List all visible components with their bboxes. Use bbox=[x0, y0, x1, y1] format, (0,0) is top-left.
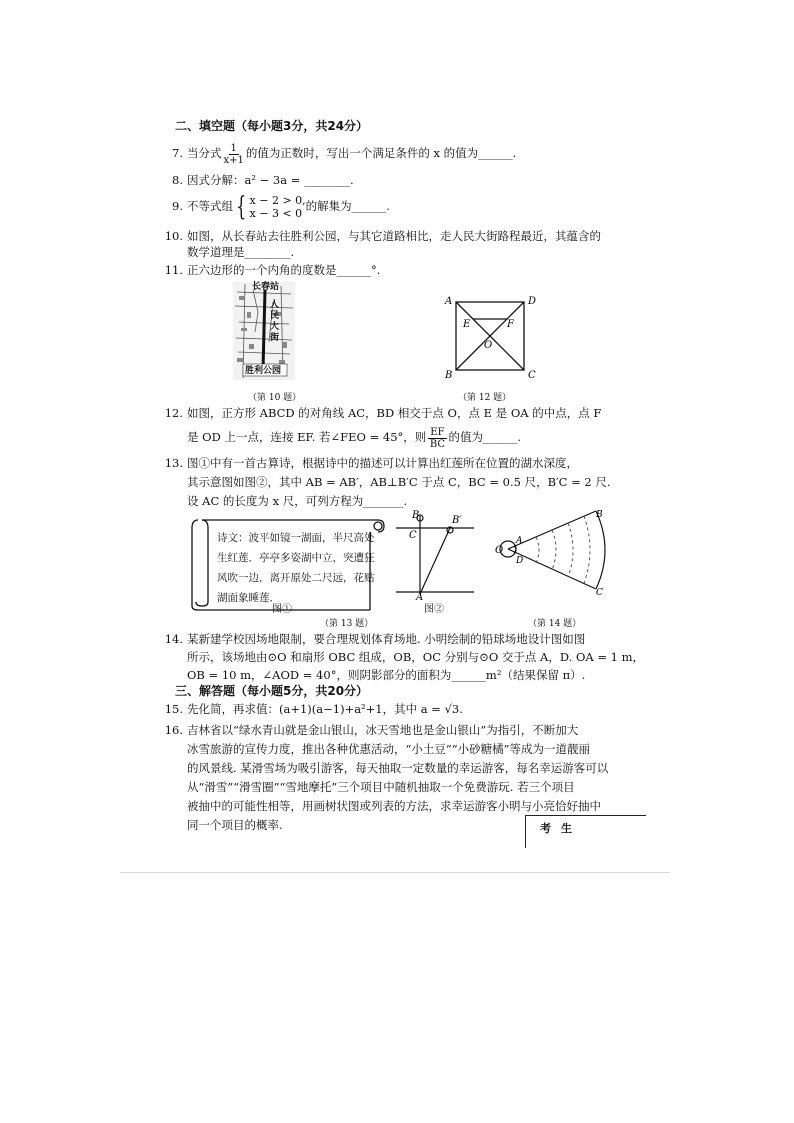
figure-13-diagram bbox=[392, 508, 482, 600]
figure-12-square bbox=[440, 292, 540, 382]
question-8: 8. 因式分解：a² − 3a = ________. bbox=[163, 172, 354, 188]
question-number: 11. bbox=[164, 263, 183, 277]
page-divider bbox=[120, 872, 670, 873]
question-number: 13. bbox=[164, 456, 183, 470]
label-D: D bbox=[516, 556, 524, 566]
question-number: 9. bbox=[172, 199, 183, 213]
question-number: 7. bbox=[172, 146, 183, 160]
inequality-system: x − 2 > 0, x − 3 < 0 bbox=[249, 194, 306, 220]
fraction: $\frac{1}{x+1}$ bbox=[223, 142, 244, 166]
question-11: 11. 正六边形的一个内角的度数是______°. bbox=[164, 263, 381, 277]
label-O: O bbox=[495, 545, 504, 556]
question-14-line2: 所示，该场地由⊙O 和扇形 OBC 组成，OB，OC 分别与⊙O 交于点 A，D. OA = 1 m， bbox=[187, 650, 645, 664]
poem-text: 诗文：波平如镜一湖面，半尺高处生红莲．亭亭多姿湖中立，突遭狂风吹一边．离开原处二尺远，花贴湖面象睡莲． bbox=[217, 532, 375, 604]
section2-title: 二、填空题（每小题3分，共24分） bbox=[175, 119, 369, 133]
question-10-line2: 数学道理是________. bbox=[187, 245, 295, 259]
question-16-line2: 冰雪旅游的宣传力度，推出各种优惠活动，“小土豆”“小砂糖橘”等成为一道靓丽 bbox=[187, 742, 591, 756]
fig10-caption: （第 10 题） bbox=[248, 393, 302, 403]
fig12-caption: （第 12 题） bbox=[458, 393, 512, 403]
fig13-caption: （第 13 题） bbox=[320, 619, 374, 629]
candidate-box-label: 考生 bbox=[540, 822, 582, 835]
label-D: D bbox=[528, 296, 537, 307]
question-number: 8. bbox=[172, 173, 183, 187]
question-13-line3: 设 AC 的长度为 x 尺，可列方程为_______. bbox=[187, 494, 408, 508]
label-F: F bbox=[507, 319, 514, 330]
label-B-prime: B′ bbox=[452, 515, 462, 526]
question-number: 12. bbox=[164, 406, 183, 420]
question-16: 16. 吉林省以“绿水青山就是金山银山，冰天雪地也是金山银山”为指引，不断加大 bbox=[164, 723, 579, 737]
label-C: C bbox=[409, 530, 417, 541]
fig13-label-1: 图① bbox=[272, 604, 292, 615]
label-B: B bbox=[445, 370, 453, 381]
question-10: 10. 如图，从长春站去往胜利公园，与其它道路相比，走人民大街路程最近，其蕴含的 bbox=[164, 229, 601, 243]
label-B: B bbox=[412, 510, 420, 521]
figure-14-sector bbox=[492, 505, 612, 599]
question-14: 14. 某新建学校因场地限制，要合理规划体育场地. 小明绘制的铅球场地设计图如图 bbox=[164, 632, 586, 646]
label-B: B bbox=[596, 510, 603, 520]
fig13-label-2: 图② bbox=[424, 604, 444, 615]
brace-icon: { bbox=[236, 192, 247, 222]
question-16-line4: 从“滑雪”“滑雪圈”“雪地摩托”三个项目中随机抽取一个免费游玩. 若三个项目 bbox=[187, 780, 575, 794]
label-A: A bbox=[416, 592, 424, 600]
question-number: 14. bbox=[164, 632, 183, 646]
question-7: 7. 当分式 $\frac{1}{x+1}$ 的值为正数时，写出一个满足条件的 x 的值为______. bbox=[163, 140, 516, 166]
label-E: E bbox=[463, 319, 471, 330]
question-number: 10. bbox=[164, 229, 183, 243]
label-C: C bbox=[528, 370, 536, 381]
label-C: C bbox=[596, 588, 603, 598]
question-13: 13. 图①中有一首古算诗，根据诗中的描述可以计算出红莲所在位置的湖水深度， bbox=[164, 456, 578, 470]
question-number: 16. bbox=[164, 723, 183, 737]
question-16-line6: 同一个项目的概率. bbox=[187, 818, 283, 832]
label-A: A bbox=[445, 296, 453, 307]
question-16-line5: 被抽中的可能性相等，用画树状图或列表的方法，求幸运游客小明与小亮恰好抽中 bbox=[187, 799, 601, 813]
label-O: O bbox=[484, 340, 493, 351]
fig10-road-label: 人民大街 bbox=[270, 300, 280, 343]
question-14-line3: OB = 10 m，∠AOD = 40°，则阴影部分的面积为______m²（结果保留 π）. bbox=[187, 668, 586, 682]
section3-title: 三、解答题（每小题5分，共20分） bbox=[175, 684, 369, 698]
fig14-caption: （第 14 题） bbox=[528, 619, 582, 629]
fig10-top-label: 长春站 bbox=[252, 282, 280, 292]
fig10-bottom-label: 胜利公园 bbox=[245, 366, 282, 376]
question-15: 15. 先化简，再求值：(a+1)(a−1)+a²+1，其中 a = √3. bbox=[164, 702, 463, 716]
question-16-line3: 的风景线. 某滑雪场为吸引游客，每天抽取一定数量的幸运游客，每名幸运游客可以 bbox=[187, 761, 609, 775]
question-12-line2: 是 OD 上一点，连接 EF. 若∠FEO = 45°，则 $\frac{EF}{BC}$ 的值为______. bbox=[187, 426, 522, 450]
question-13-line2: 其示意图如图②，其中 AB = AB′，AB⊥B′C 于点 C，BC = 0.5 尺，B′C = 2 尺. bbox=[187, 475, 611, 489]
label-A: A bbox=[516, 536, 523, 546]
question-12: 12. 如图，正方形 ABCD 的对角线 AC，BD 相交于点 O，点 E 是 OA 的中点，点 F bbox=[164, 406, 602, 420]
question-9: 9. 不等式组 { x − 2 > 0, x − 3 < 0 的解集为______. bbox=[163, 192, 390, 220]
question-number: 15. bbox=[164, 702, 183, 716]
fraction: $\frac{EF}{BC}$ bbox=[429, 426, 445, 450]
